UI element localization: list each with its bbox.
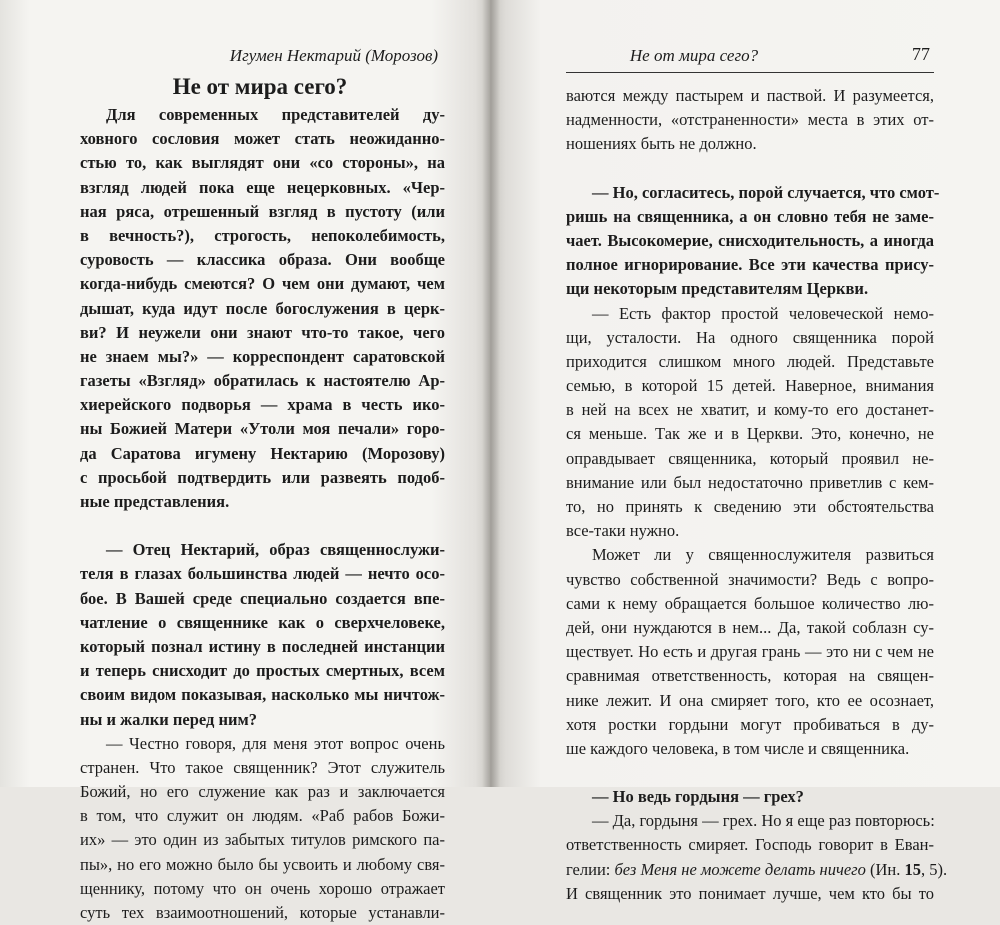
text-line: не знаем мы?» — корреспондент саратовской	[80, 346, 445, 366]
text-line: бое. В Вашей среде специально создается впе-	[80, 588, 445, 608]
text-line: ваются между пастырем и паствой. И разумеется,	[566, 86, 934, 105]
text-line: — Честно говоря, для меня этот вопрос очень	[106, 733, 445, 753]
text-segment: , 5).	[920, 859, 948, 879]
text-line: оправдывает священника, который проявил не-	[566, 448, 934, 468]
text-line: ны и жалки перед ним?	[80, 709, 257, 729]
text-line: странен. Что такое священник? Этот служитель	[80, 757, 445, 777]
text-line: сами к нему обращается большое количество лю-	[566, 593, 934, 613]
text-line: который познал истину в последней инстанции	[80, 636, 445, 656]
paragraph-gap	[566, 761, 934, 785]
text-line: взгляд людей пока еще нецерковных. «Чер-	[80, 177, 445, 197]
text-line: чатление о священнике как о сверхчеловеке,	[80, 612, 445, 632]
text-line: ные представления.	[80, 492, 230, 511]
text-line: ществует. Но есть и другая грань — это ни с чем не	[566, 642, 934, 662]
text-line: теля в глазах большинства людей — нечто осо-	[80, 564, 445, 584]
text-line: ны Божией Матери «Утоли моя печали» горо-	[80, 419, 445, 439]
text-line: — Есть фактор простой человеческой немо-	[592, 303, 934, 323]
text-line: ховного сословия может стать неожиданно-	[80, 129, 445, 149]
text-line: ся меньше. Так же и в Церкви. Это, конечно, не	[566, 424, 934, 444]
header-rule	[566, 72, 934, 73]
text-line: чувство собственной значимости? Ведь с вопро-	[566, 569, 934, 589]
text-line: когда-нибудь смеются? О чем они думают, чем	[80, 274, 445, 294]
text-line: Божий, но его служение как раз и заключается	[80, 782, 445, 802]
text-line: ная ряса, отрешенный взгляд в пустоту (или	[80, 201, 445, 221]
text-line: чает. Высокомерие, снисходительность, а иногда	[566, 230, 934, 250]
text-segment: гелии:	[566, 859, 611, 879]
text-line: то, но принять к сведению эти обстоятельства	[566, 497, 934, 516]
text-line: Для современных представителей ду-	[106, 105, 445, 124]
text-line: ви? И неужели они знают что-то такое, чего	[80, 322, 445, 342]
text-line: надменности, «отстраненности» места в этих от-	[566, 110, 934, 130]
text-line: Может ли у священнослужителя развиться	[592, 545, 934, 565]
text-line: пы», но его можно было бы усвоить и любому свя-	[80, 854, 445, 874]
text-line: в вечность?), строгость, непоколебимость,	[80, 225, 445, 245]
text-line: семью, в которой 15 детей. Наверное, внимания	[566, 376, 934, 396]
text-line: хиерейского подворья — храма в честь ико-	[80, 395, 445, 415]
text-line: щи некоторым представителям Церкви.	[566, 279, 869, 299]
text-line: — Но ведь гордыня — грех?	[592, 787, 804, 807]
text-line: полное игнорирование. Все эти качества прису-	[566, 255, 934, 275]
text-line: ришь на священника, а он словно тебя не заме-	[566, 206, 934, 226]
text-line: в том, что служит он людям. «Раб рабов Божи-	[80, 806, 445, 826]
text-line: все-таки нужно.	[566, 521, 680, 541]
text-line: суть тех взаимоотношений, которые устанавли-	[80, 903, 445, 922]
chapter-title: Не от мира сего?	[172, 74, 348, 99]
text-line: нике лежит. И она смиряет того, кто ее осознает,	[566, 690, 934, 710]
book-gutter-shadow	[482, 0, 500, 787]
scripture-quote: без Меня не можете делать ничего	[614, 859, 866, 879]
text-line: приходится слишком много людей. Представьте	[566, 351, 934, 371]
text-line: дышат, куда идут после богослужения в церк-	[80, 298, 445, 318]
text-line: их» — это один из забытых титулов римского па-	[80, 830, 445, 850]
text-line: и теперь снисходит до простых смертных, всем	[80, 661, 445, 681]
text-line: да Саратова игумену Нектарию (Морозову)	[80, 443, 445, 463]
text-line: ношениях быть не должно.	[566, 134, 757, 154]
left-text-column	[80, 103, 445, 925]
text-line: — Да, гордыня — грех. Но я еще раз повторюсь:	[592, 811, 935, 831]
text-line: своим видом показывая, насколько мы ничтож-	[80, 685, 445, 705]
running-head-left: Игумен Нектарий (Морозов)	[229, 46, 438, 65]
text-line: дей, они нуждаются в нем... Да, такой соблазн су-	[566, 617, 934, 637]
text-line: ответственность смиряет. Господь говорит в Еван-	[566, 835, 934, 855]
page-number: 77	[912, 44, 930, 64]
text-line: в ней на всех не хватит, и кому-то его достанет-	[566, 400, 934, 420]
paragraph-gap	[80, 514, 445, 538]
text-line: суровость — классика образа. Они вообще	[80, 250, 445, 270]
text-segment: (Ин.	[869, 859, 901, 879]
text-line: с просьбой подтвердить или развеять подоб-	[80, 467, 445, 487]
text-line: сравнимая ответственность, которая на священ-	[566, 666, 934, 686]
text-line-mixed	[566, 858, 948, 882]
chapter-reference: 15	[904, 859, 921, 879]
left-page	[0, 0, 490, 922]
text-line: щеннику, потому что он очень хорошо отражает	[80, 878, 445, 898]
right-text-column	[566, 84, 948, 906]
text-line: внимание или был недостаточно приветлив с кем-	[566, 472, 934, 492]
text-line: стью то, как выглядят они «со стороны», на	[80, 153, 445, 173]
text-line: — Отец Нектарий, образ священнослужи-	[106, 540, 445, 560]
text-line: щи, усталости. На одного священника порой	[566, 327, 934, 347]
text-line: И священник это понимает лучше, чем кто бы то	[566, 883, 934, 903]
running-head-right: Не от мира сего?	[629, 46, 759, 65]
text-line: — Но, согласитесь, порой случается, что смот-	[592, 182, 940, 202]
text-line: хотя ростки гордыни могут пробиваться в ду-	[566, 714, 934, 734]
text-line: ше каждого человека, в том числе и священника.	[566, 738, 910, 758]
text-line: газеты «Взгляд» обратилась к настоятелю Ар-	[80, 371, 445, 391]
paragraph-gap	[566, 157, 934, 181]
